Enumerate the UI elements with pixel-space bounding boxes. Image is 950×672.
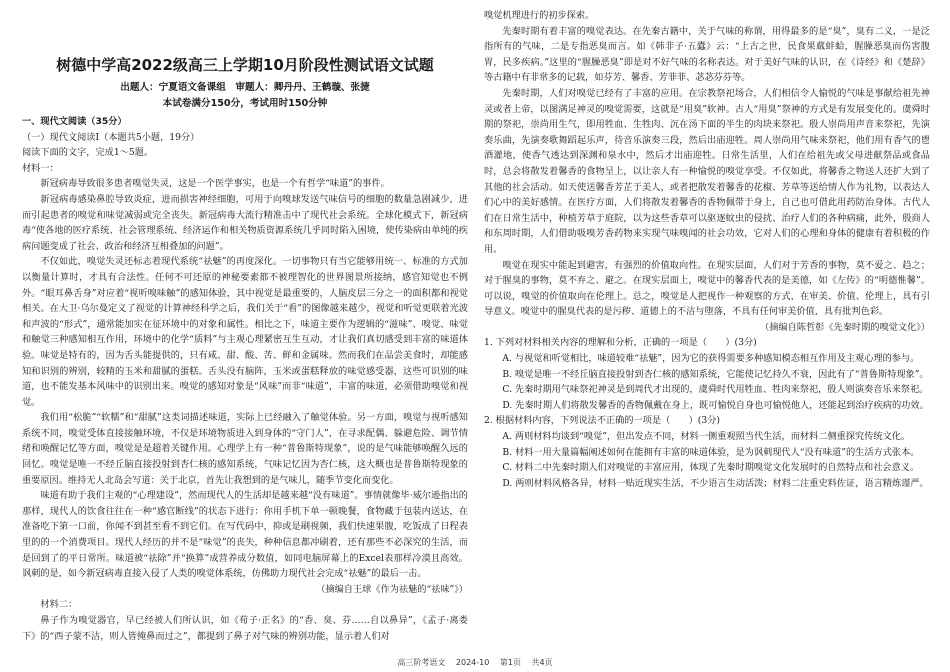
question-option[interactable]: C. 先秦时期用气味祭祀神灵是到周代才出现的，虞舜时代用牲血、牲肉来祭祀，殷人则演奏音乐来祭祀。	[502, 384, 929, 396]
question-option[interactable]: C. 材料二中先秦时期人们对嗅觉的丰富应用，体现了先秦时期嗅觉文化发展时的自然特点和社会意义。	[502, 462, 920, 474]
footer-course: 高三阶考语文	[397, 658, 446, 667]
r-paragraph: 先秦时期有着丰富的嗅觉表达。在先秦古籍中，关于气味的称谓，用得最多的是“臭”，臭有二义，一是泛指所有的气味，二是专指恶臭而言。如《韩非子·五蠹》云：“上古之世，民食果蓏蚌蛤，腥臊恶臭而伤害腹胃，民多疾病。”这里的“腥臊恶臭”即是对不好气味的名称表达。对于美好气味的认识，在《诗经》和《楚辞》等古籍中有非常多的记载，如芬芳、馨香、芳菲菲、苾苾芬芬等。	[484, 25, 930, 84]
footer-date: 2024-10	[455, 658, 490, 667]
r-paragraph: 嗅觉机理进行的初步探索。	[484, 10, 595, 21]
footer-total: 共4页	[531, 658, 553, 667]
sub-heading: （一）现代文阅读Ⅰ（本题共5小题，19分）	[22, 131, 200, 143]
r-paragraph: 先秦时期，人们对嗅觉已经有了丰富的应用。在宗教祭祀场合，人们相信令人愉悦的气味是事献给祖先神灵或者上帝，以图满足神灵的嗅觉需要，这就是“用臭”软神。古人“用臭”祭神的方式是有发展变化的。虞舜时期的祭祀，崇尚用生气，即用牲血、生牲肉、沉在汤下面的半生的肉块来祭祀。殷人崇尚用声音来祭祀，先演奏乐曲，先演奏歌舞蹈起乐声，待音乐演奏三段，然后出庙迎牲。周人崇尚用气味来祭祀，他们用有香气的鬯酒灌地，使香气透达到深渊和泉水中，然后才出庙迎牲。日常生活里，人们在给祖先或父母进献祭品或食品时，总会将散发着馨香的食物呈上，以让亲人有一种愉悦的嗅觉享受。不仅如此，将馨香之物送人还扩大到了其他的社会活动。如天使送馨香芳芷于美人，或者把散发着馨香的花椒、芳草等送给情人作为礼物，以表达人们心中的美好感情。在医疗方面，人们将散发着馨香的香物佩带于身上，自己也可借此用药防治身体。古代人们在日常生活中，种植芳草于庭院，以为这些香草可以驱逐蚊虫的侵扰、治疗人们的各种病痛，此外，殷商人和东周时期，人们借助吸嗅芳香药物来实现气味嗅闻的社会功效，它对人们的心理和身体的健康有着积极的作用。	[484, 87, 930, 255]
material1-source: （摘编自王球《作为祛魅的“祛味”》）	[316, 583, 468, 595]
question-option[interactable]: D. 两则材料风格各异，材料一贴近现实生活，不少语言生动活泼；材料二注重史料佐证，语言精炼谨严。	[502, 477, 929, 489]
material2-label: 材料二：	[40, 599, 78, 611]
question-option[interactable]: D. 先秦时期人们将散发馨香的香物佩戴在身上，既可愉悦自身也可愉悦他人，还能起到治疗疾病的功效。	[502, 399, 929, 411]
m1-paragraph: 新冠病毒感染鼻腔导致炎症，进而损害神经细胞，可用于向嗅球发送气味信号的细胞的数量急剧减少，进而引起患者的嗅觉和味觉减弱或完全丧失。新冠病毒大流行精准击中了现代社会系统。全球化模式下，新冠病毒“使各地的医疗系统、社会管理系统、经济运作和相关物质资源系统几乎同时陷入困境，使传染病由单纯的疾病问题变成了社会、政治和经济互相叠加的问题”。	[22, 193, 468, 252]
right-column	[484, 8, 930, 491]
m1-paragraph: 味道有助于我们主观的“心理建设”，然而现代人的生活却是越来越“没有味道”。事情就像毕·威尔逊指出的那样，现代人的饮食往往在一种“感官断线”的状态下进行：你用手机下单一顿晚餐，食物藏于包装内送达，在准备吃下第一口前，你闻不到甚至看不到它们。在写代码中，抑或是刷视频，我们快速果腹，吃饭成了日程表里的的一个消费项目。现代人经历的并不是“味觉”的丧失，种种信息都冲刷着，还有那些不必深究的生活，而是回到了的平日常所。味道被“祛除”并“换算”成营养成分数值，如同电脑屏幕上的Excel表那样冷漠且高效。讽刺的是，如今新冠病毒直接入侵了人类的嗅觉体系统，仿佛助力现代社会完成“祛魅”的最后一击。	[22, 490, 468, 580]
question-stem: 1. 下列对材料相关内容的理解和分析，正确的一项是（ ）(3分)	[484, 337, 757, 349]
page-footer	[0, 657, 950, 668]
m2-paragraph: 鼻子作为嗅觉器官，早已经被人们所认识，如《荀子·正名》的“香、臭、芬……自以鼻异”，《孟子·离娄下》的“西子蒙不洁，则人皆掩鼻而过之”，都提到了鼻子对气味的辨别功能，显示着人们对	[22, 615, 468, 642]
left-column	[22, 8, 468, 644]
section-heading: 一、现代文阅读（35分）	[22, 116, 127, 127]
question-stem: 2. 根据材料内容，下列说法不正确的一项是（ ）(3分)	[484, 415, 721, 427]
m1-paragraph: 不仅如此，嗅觉失灵还标志着现代系统“祛魅”的再度深化。一切事物只有当它能够用统一、标准的方式加以衡量计算时，才具有合法性。任何不可还原的神秘要素都不被理智化的世界图景所接纳，感官知觉也不例外。“眼耳鼻舌身”对应着“视听嗅味触”的感知体验，其中视觉是最重要的，人脑皮层三分之一的面积都和视觉相关。在大卫·乌尔曼定义了视觉的计算神经科学之后，我们关于“看”的图像越来越少，视觉和听觉更联着光波和声波的“形式”，通常能加实在征环境中的对象和属性。相比之下，味道主要作为逻辑的“滋味”、嗅觉、味觉和触觉三种感知相互作用，环境中的化学“质料”与主观心理紧密互生互动，才让我们真切感受到丰富的味道体验。味觉是特有的，因为舌头能提供的，只有咸、甜、酸、苦、鲜和金属味。然而我们在品尝美食时，却能感知和识别的辨别，较精的玉米和甜腻的蛋糕。舌头没有脑阵，玉米或蛋糕释放的味觉感受器，这些可识别的味道，也不能发基本风味中的识别出来。嗅觉的感知对象是“风味”而非“味道”，丰富的味道，必须借助嗅觉和视觉。	[22, 256, 468, 408]
exam-title: 树德中学高2022级高三上学期10月阶段性测试语文试题	[56, 56, 434, 74]
question-option[interactable]: B. 材料一用大量篇幅阐述如何在能拥有丰富的味道体验，是为讽刺现代人“没有味道”的生活方式张本。	[502, 446, 920, 458]
exam-info: 本试卷满分150分，考试用时150分钟	[162, 98, 328, 109]
question-option[interactable]: B. 嗅觉是唯一不经丘脑直接投射到杏仁核的感知系统，它能使记忆持久不衰，因此有了“普鲁斯特现象”。	[502, 368, 929, 380]
question-option[interactable]: A. 两则材料均谈到“嗅觉”，但出发点不同，材料一侧重观照当代生活，而材料二侧重探究传统文化。	[502, 431, 911, 443]
footer-page: 第1页	[499, 658, 521, 667]
material2-source: （摘编自陈哲彰《先秦时期的嗅觉文化》）	[760, 321, 930, 333]
exam-authors: 出题人：宁夏语文备课组 审题人：卿丹丹、王鹤璇、张捷	[120, 82, 370, 93]
m1-paragraph: 我们用“松脆”“软糯”和“甜腻”这类词描述味道，实际上已经融入了触觉体验。另一方面，嗅觉与视听感知系统不同，嗅觉受体直接接触环境，不仅是环境物质进入到身体的“守门人”，在寻求配偶、躲避危险、调节情绪和唤醒记忆等方面，嗅觉是是超着关键作用。心理学上有一种“普鲁斯特现象”，说的是气味能够唤醒久远的回忆。嗅觉是唯一不经丘脑直接投射到杏仁核的感知系统，气味记忆因为杏仁核，这大概也是普鲁斯特现象的重要原因。维持无人北岛会写道：关于北京，首先让我想到的是气味儿，随季节变化而变化。	[22, 412, 468, 486]
m1-paragraph: 新冠病毒导致很多患者嗅觉失灵，这是一个医学事实，也是一个有哲学“味道”的事件。	[40, 178, 390, 190]
material1-label: 材料一：	[22, 162, 59, 174]
question-option[interactable]: A. 与视觉和听觉相比，味道较难“祛魅”，因为它的获得需要多种感知模态相互作用及主观心理的参与。	[502, 353, 920, 365]
r-paragraph: 嗅觉在现实中能起到避害，有强烈的价值取向性。在现实层面，人们对于芳香的事物，莫不爱之、趋之；对于腥臭的事物，莫不弃之、避之。在现实层面上，嗅觉中的馨香代表的是美德，如《左传》的“明德惟馨”。可以说，嗅觉的价值取向在伦理上。总之，嗅觉是人把视作一种观察的方式，在审美、价值、伦理上，具有引导意义。嗅觉中的腥臭代表的是污秽、道德上的不洁与堕落，不具有任何审美价值，具有批判色彩。	[484, 259, 930, 318]
instruction: 阅读下面的文字，完成1～5题。	[22, 147, 154, 159]
